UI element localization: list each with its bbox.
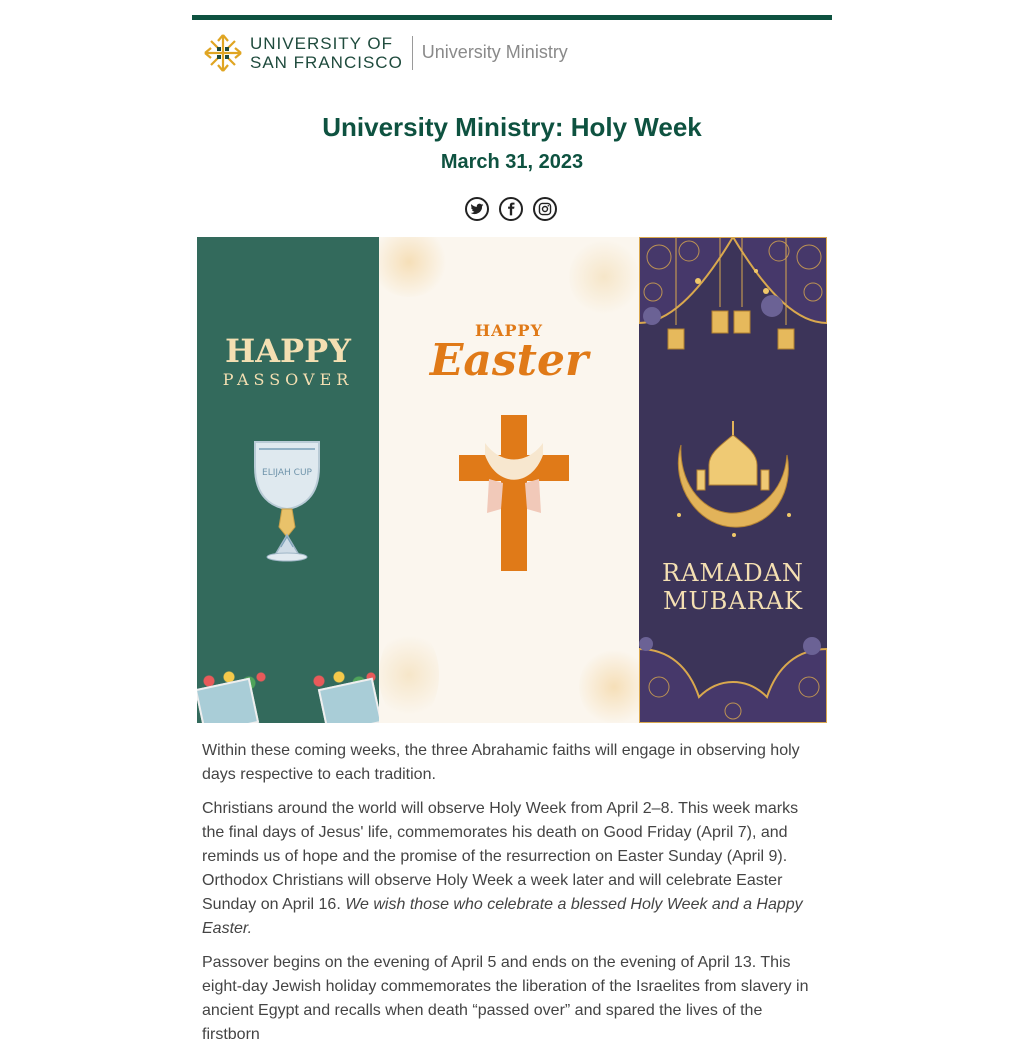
top-accent-bar: [192, 15, 832, 20]
ramadan-line2: MUBARAK: [662, 587, 804, 615]
holy-days-banner: [197, 237, 827, 723]
easter-happy-text: HAPPY: [474, 321, 543, 340]
newsletter-title: University Ministry: Holy Week: [322, 112, 702, 142]
elijah-cup-icon: [247, 437, 327, 562]
passover-happy-text: HAPPY: [224, 332, 352, 370]
usf-cross-icon: [202, 32, 244, 74]
cross-icon: [457, 413, 571, 573]
paragraph-text: [202, 797, 824, 941]
easter-panel: [379, 237, 639, 723]
haggadah-books: [197, 669, 379, 723]
social-links: [465, 197, 557, 221]
instagram-icon[interactable]: [533, 197, 557, 221]
floral-decoration: [569, 237, 639, 317]
lantern-icon: [664, 237, 804, 362]
ramadan-panel: [639, 237, 827, 723]
paragraph-text: Passover begins on the evening of April 5 and ends on the evening of April 13. This eight-day Jewish holiday commemorates the liberation of the Israelites from slavery in ancient Egypt and recalls when death “passed over” and spared the lives of the firstborn: [202, 954, 809, 1043]
paragraph-main: Christians around the world will observe Holy Week from April 2–8. This week marks the final days of Jesus' life, commemorates his death on Good Friday (April 7), and reminds us of hope and the promise of the resurrection on Easter Sunday (April 9). Orthodox Christians will observe Holy Week a week later and will celebrate Easter Sunday on April 16.: [202, 800, 799, 913]
paragraph-italic: We wish those who celebrate a blessed Holy Week and a Happy Easter.: [202, 896, 803, 937]
decorative-orb: [639, 637, 653, 651]
floral-decoration: [379, 237, 449, 297]
facebook-icon[interactable]: [499, 197, 523, 221]
email-container: [192, 0, 832, 1043]
ramadan-text: [639, 559, 827, 615]
bottom-arch-pattern: [639, 637, 827, 723]
decorative-orb: [643, 307, 661, 325]
twitter-icon[interactable]: [465, 197, 489, 221]
holy-week-paragraph: [202, 797, 824, 941]
intro-paragraph: [202, 739, 824, 787]
decorative-orb: [803, 637, 821, 655]
usf-logo[interactable]: [202, 30, 568, 75]
logo-wordmark: [250, 34, 403, 72]
decorative-orb: [761, 295, 783, 317]
newsletter-date: March 31, 2023: [440, 151, 584, 173]
passover-paragraph: [202, 951, 824, 1047]
logo-line1: UNIVERSITY OF: [250, 33, 394, 53]
floral-decoration: [379, 627, 439, 723]
logo-ministry-label: University Ministry: [421, 42, 568, 62]
floral-decoration: [579, 647, 639, 723]
paragraph-text: Within these coming weeks, the three Abrahamic faiths will engage in observing holy days respective to each tradition.: [202, 742, 800, 783]
logo-line2: SAN FRANCISCO: [250, 52, 403, 72]
passover-panel: [197, 237, 379, 723]
mosque-crescent-icon: [669, 415, 799, 540]
logo-divider: [412, 36, 413, 70]
easter-label: Easter: [429, 335, 589, 386]
cup-label: ELIJAH CUP: [262, 468, 312, 478]
passover-label: PASSOVER: [222, 370, 354, 389]
ramadan-line1: RAMADAN: [662, 559, 804, 587]
